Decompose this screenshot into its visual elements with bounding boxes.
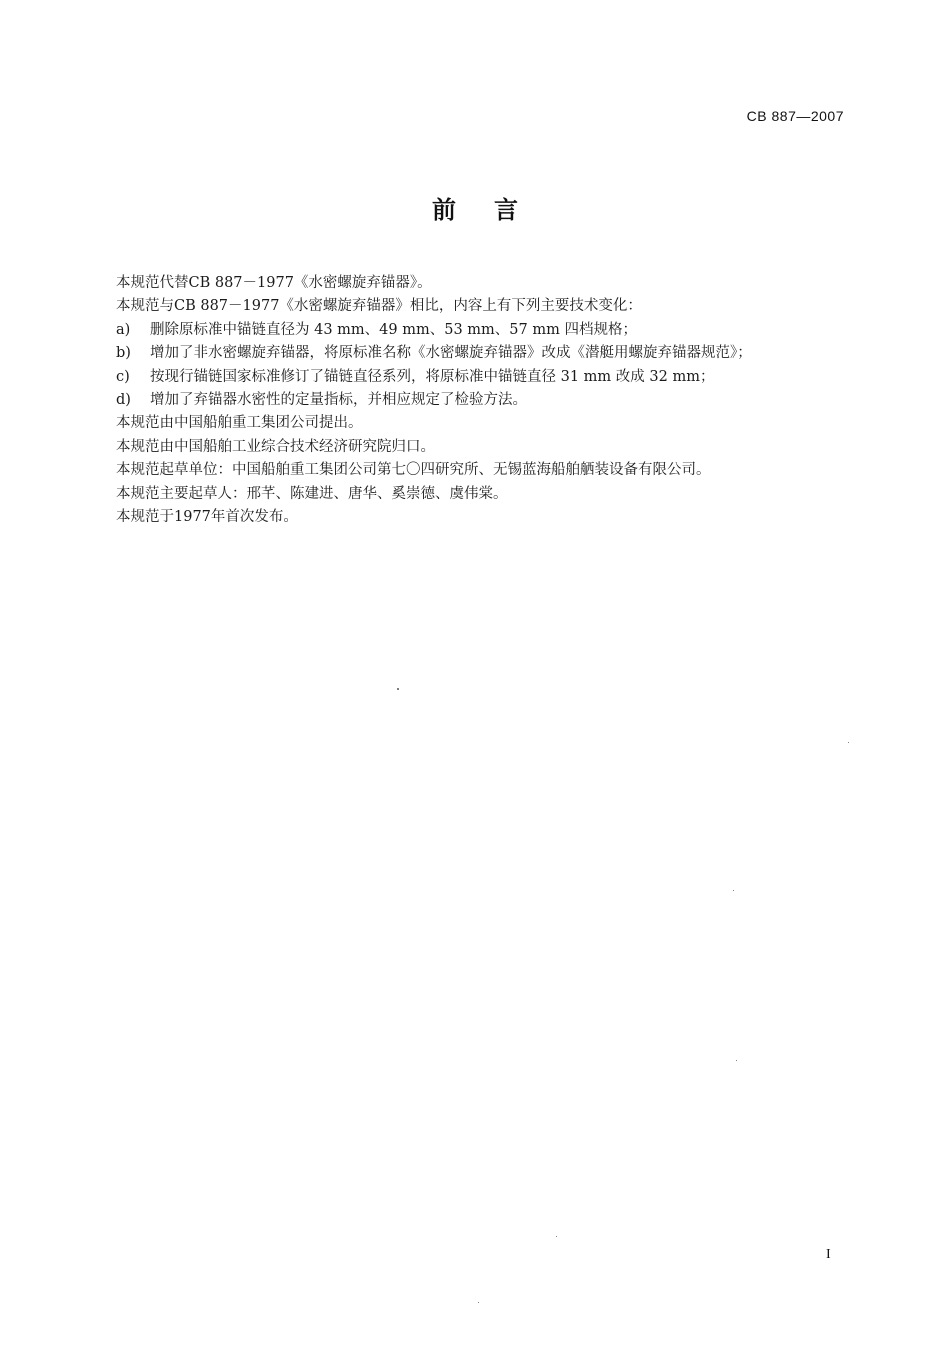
- page-number: I: [826, 1247, 831, 1262]
- paragraph-replaces: 本规范代替CB 887－1977《水密螺旋弃锚器》。: [116, 275, 432, 291]
- paragraph-drafting-units: 本规范起草单位：中国船舶重工集团公司第七〇四研究所、无锡蓝海船舶舾装设备有限公司。: [116, 462, 711, 479]
- page-title: 前言: [432, 196, 556, 224]
- paragraph-proposer: 本规范由中国船舶重工集团公司提出。: [116, 415, 363, 432]
- paragraph-changes-intro: 本规范与CB 887－1977《水密螺旋弃锚器》相比，内容上有下列主要技术变化：: [116, 298, 642, 315]
- paragraph-centralized: 本规范由中国船舶工业综合技术经济研究院归口。: [116, 438, 435, 455]
- scan-speck: [556, 1236, 557, 1237]
- list-item: [116, 319, 856, 342]
- list-text: 按现行锚链国家标准修订了锚链直径系列，将原标准中锚链直径 31 mm 改成 32 mm；: [150, 368, 715, 385]
- scan-speck: [397, 688, 399, 690]
- list-marker: b): [116, 345, 131, 362]
- scan-speck: [478, 1302, 479, 1303]
- list-marker: d): [116, 392, 131, 409]
- paragraph-drafters: 本规范主要起草人：邢芊、陈建进、唐华、奚崇德、虞伟棠。: [116, 485, 508, 502]
- list-text: 删除原标准中锚链直径为 43 mm、49 mm、53 mm、57 mm 四档规格；: [150, 321, 637, 338]
- list-text: 增加了弃锚器水密性的定量指标，并相应规定了检验方法。: [150, 392, 527, 409]
- scan-speck: [736, 1060, 737, 1061]
- foreword-body: [116, 272, 856, 529]
- standard-code: CB 887—2007: [746, 108, 844, 124]
- scan-speck: [848, 742, 849, 743]
- list-text: 增加了非水密螺旋弃锚器，将原标准名称《水密螺旋弃锚器》改成《潜艇用螺旋弃锚器规范》；: [150, 345, 752, 362]
- list-item: [116, 389, 856, 412]
- list-item: [116, 366, 856, 389]
- paragraph-first-release: 本规范于1977年首次发布。: [116, 509, 298, 526]
- list-marker: a): [116, 321, 131, 338]
- list-marker: c): [116, 368, 130, 385]
- scan-speck: [733, 890, 734, 891]
- list-item: [116, 342, 856, 365]
